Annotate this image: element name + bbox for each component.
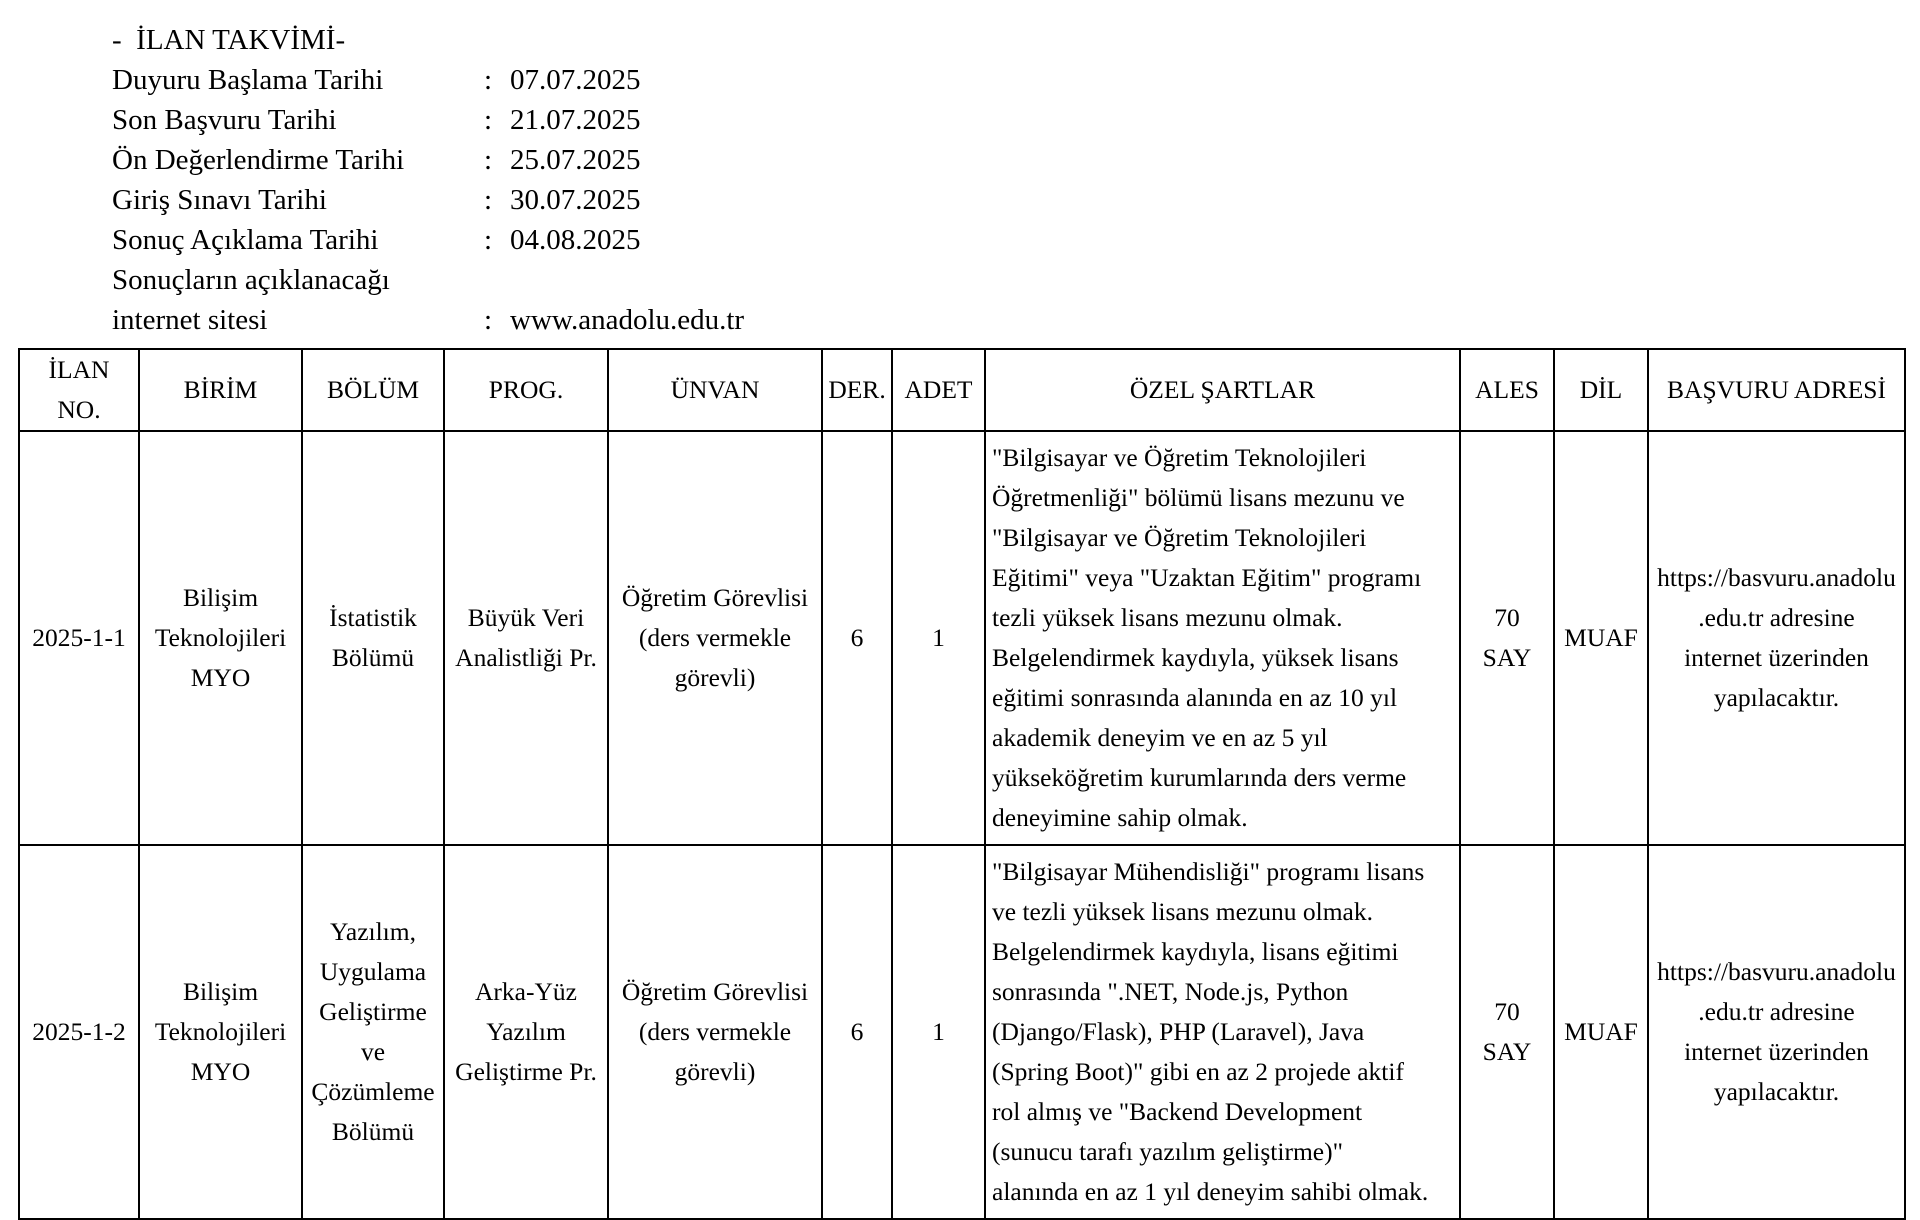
- website-label-line2: internet sitesi: [112, 304, 268, 336]
- cell-prog: Büyük Veri Analistliği Pr.: [444, 431, 608, 845]
- schedule-label: Ön Değerlendirme Tarihi: [112, 144, 405, 176]
- position-listing-table: [18, 348, 1906, 1220]
- schedule-title: - İLAN TAKVİMİ-: [112, 24, 346, 56]
- header-ilan-no: İLAN NO.: [19, 349, 139, 431]
- cell-adet: 1: [892, 431, 985, 845]
- website-label-line1: Sonuçların açıklanacağı: [112, 264, 390, 296]
- cell-prog: Arka-Yüz Yazılım Geliştirme Pr.: [444, 845, 608, 1219]
- schedule-label: Son Başvuru Tarihi: [112, 104, 337, 136]
- schedule-value: 21.07.2025: [510, 104, 641, 136]
- cell-bolum: Yazılım, Uygulama Geliştirme ve Çözümleme Bölümü: [302, 845, 444, 1219]
- schedule-value: 30.07.2025: [510, 184, 641, 216]
- schedule-row-entrance-exam: [112, 180, 1012, 220]
- schedule-colon: :: [484, 104, 493, 136]
- cell-dil: MUAF: [1554, 431, 1648, 845]
- cell-basvuru-adresi: https://basvuru.anadolu .edu.tr adresine internet üzerinden yapılacaktır.: [1648, 845, 1905, 1219]
- results-website-link[interactable]: www.anadolu.edu.tr: [510, 304, 745, 336]
- cell-dil: MUAF: [1554, 845, 1648, 1219]
- schedule-value: 07.07.2025: [510, 64, 641, 96]
- cell-unvan: Öğretim Görevlisi (ders vermekle görevli): [608, 431, 822, 845]
- cell-ales: 70 SAY: [1460, 845, 1554, 1219]
- table-row: [19, 845, 1905, 1219]
- cell-birim: Bilişim Teknolojileri MYO: [139, 845, 302, 1219]
- schedule-row-application-deadline: [112, 100, 1012, 140]
- schedule-colon: :: [484, 184, 493, 216]
- schedule-value: 04.08.2025: [510, 224, 641, 256]
- header-unvan: ÜNVAN: [608, 349, 822, 431]
- cell-der: 6: [822, 845, 892, 1219]
- cell-unvan: Öğretim Görevlisi (ders vermekle görevli): [608, 845, 822, 1219]
- cell-der: 6: [822, 431, 892, 845]
- schedule-row-results-announcement: [112, 220, 1012, 260]
- schedule-label: Giriş Sınavı Tarihi: [112, 184, 327, 216]
- table-header-row: [19, 349, 1905, 431]
- schedule-label: [112, 260, 484, 340]
- schedule-row-pre-evaluation: [112, 140, 1012, 180]
- table-row: [19, 431, 1905, 845]
- cell-birim: Bilişim Teknolojileri MYO: [139, 431, 302, 845]
- schedule-value: 25.07.2025: [510, 144, 641, 176]
- schedule-row-results-website: [112, 260, 1012, 340]
- cell-ozel-sartlar: "Bilgisayar ve Öğretim Teknolojileri Öğretmenliği" bölümü lisans mezunu ve "Bilgisayar ve Öğretim Teknolojileri Eğitimi" veya "Uzaktan Eğitim" programı tezli yüksek lisans mezunu olmak. Belgelendirmek kaydıyla, yüksek lisans eğitimi sonrasında alanında en az 10 yıl akademik deneyim ve en az 5 yıl yükseköğretim kurumlarında ders verme deneyimine sahip olmak.: [985, 431, 1460, 845]
- schedule-colon: :: [484, 304, 493, 336]
- header-bolum: BÖLÜM: [302, 349, 444, 431]
- cell-ozel-sartlar: "Bilgisayar Mühendisliği" programı lisans ve tezli yüksek lisans mezunu olmak. Belgelendirmek kaydıyla, lisans eğitimi sonrasında ".NET, Node.js, Python (Django/Flask), PHP (Laravel), Java (Spring Boot)" gibi en az 2 projede aktif rol almış ve "Backend Development (sunucu tarafı yazılım geliştirme)" alanında en az 1 yıl deneyim sahibi olmak.: [985, 845, 1460, 1219]
- cell-ilan-no: 2025-1-2: [19, 845, 139, 1219]
- schedule-label: Sonuç Açıklama Tarihi: [112, 224, 379, 256]
- schedule-row-announcement-start: [112, 60, 1012, 100]
- header-dil: DİL: [1554, 349, 1648, 431]
- cell-bolum: İstatistik Bölümü: [302, 431, 444, 845]
- cell-basvuru-adresi: https://basvuru.anadolu .edu.tr adresine internet üzerinden yapılacaktır.: [1648, 431, 1905, 845]
- schedule-colon: :: [484, 224, 493, 256]
- header-adet: ADET: [892, 349, 985, 431]
- announcement-schedule: [112, 20, 1012, 340]
- header-prog: PROG.: [444, 349, 608, 431]
- cell-ales: 70 SAY: [1460, 431, 1554, 845]
- cell-adet: 1: [892, 845, 985, 1219]
- cell-ilan-no: 2025-1-1: [19, 431, 139, 845]
- schedule-colon: :: [484, 144, 493, 176]
- header-der: DER.: [822, 349, 892, 431]
- header-ales: ALES: [1460, 349, 1554, 431]
- header-birim: BİRİM: [139, 349, 302, 431]
- schedule-colon: :: [484, 64, 493, 96]
- header-basvuru-adresi: BAŞVURU ADRESİ: [1648, 349, 1905, 431]
- header-ozel-sartlar: ÖZEL ŞARTLAR: [985, 349, 1460, 431]
- schedule-label: Duyuru Başlama Tarihi: [112, 64, 384, 96]
